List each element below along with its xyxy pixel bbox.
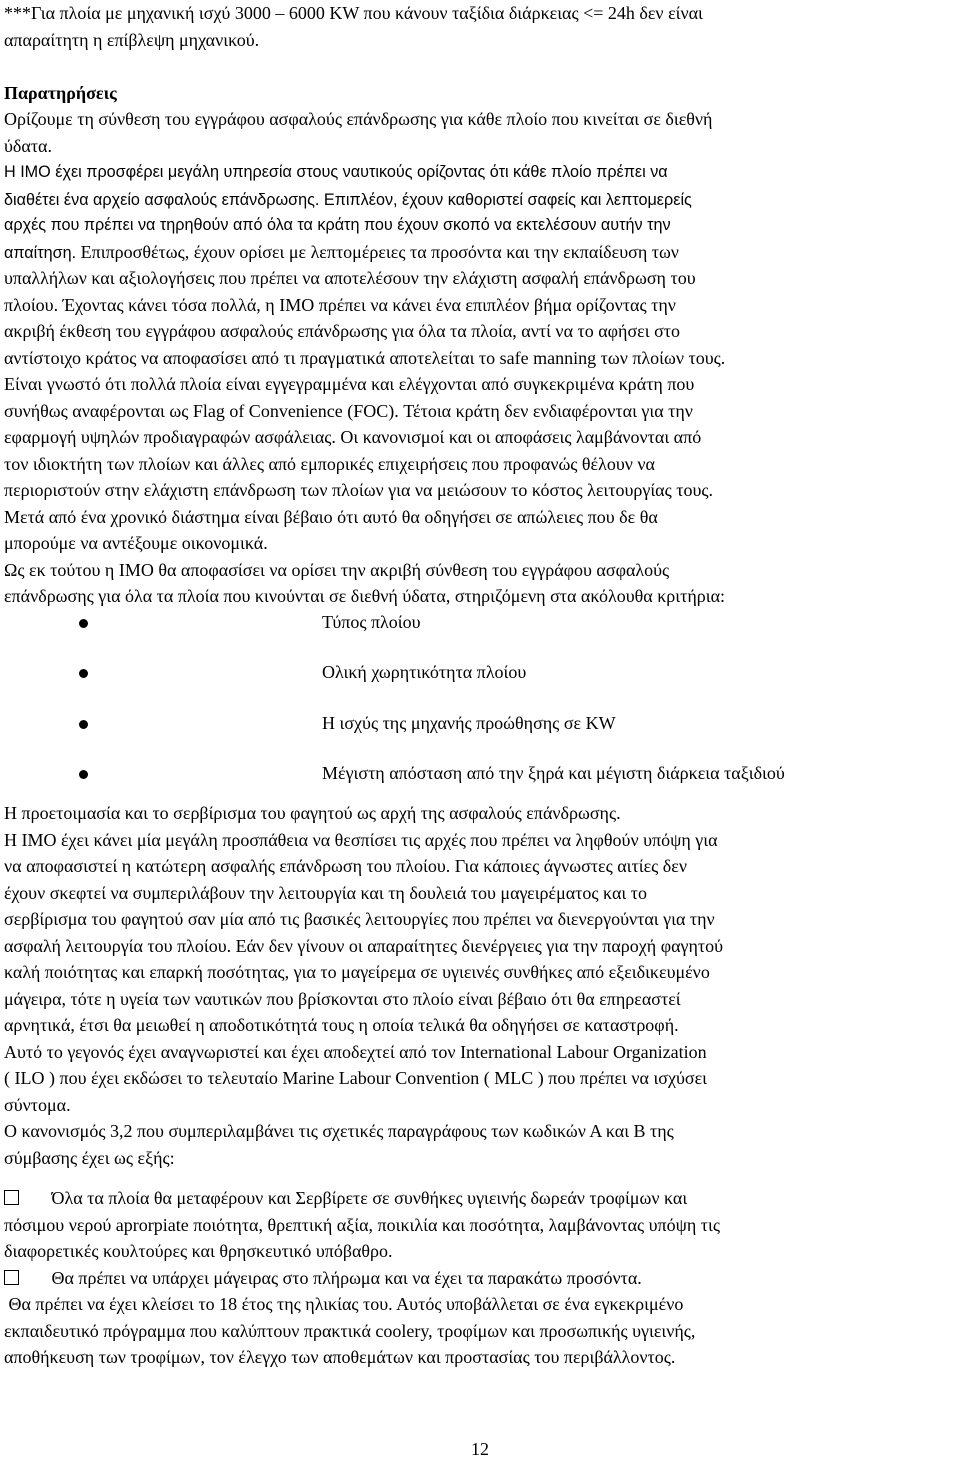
spacer	[4, 1171, 958, 1185]
paragraph-line: αρνητικά, έτσι θα μειωθεί η αποδοτικότητά τους η οποία τελικά θα οδηγήσει σε καταστροφή.	[4, 1015, 679, 1035]
intro-line: απαραίτητη η επίβλεψη μηχανικού.	[4, 29, 260, 50]
paragraph-line: να αποφασιστεί η κατώτερη ασφαλής επάνδρωση του πλοίου. Για κάποιες άγνωστες αιτίες δεν	[4, 856, 687, 876]
paragraph-segment: Επιπροσθέτως, έχουν ορίσει με λεπτομέρειες τα προσόντα και την εκπαίδευση των	[76, 241, 679, 262]
paragraph-line: Αυτό το γεγονός έχει αναγνωριστεί και έχει αποδεχτεί από τον International Labour Organization	[4, 1041, 707, 1062]
paragraph-line	[4, 239, 958, 266]
paragraph-line: μπορούμε να αντέξουμε οικονομικά.	[4, 533, 268, 553]
paragraph-line: αντίστοιχο κράτος να αποφασίσει από τι πραγματικά αποτελείται το safe manning των πλοίων τους.	[4, 347, 726, 368]
checkbox-item	[4, 1265, 958, 1292]
criteria-list	[4, 613, 958, 801]
list-item-text: Ολική χωρητικότητα πλοίου	[322, 662, 527, 682]
paragraph-line: τον ιδιοκτήτη των πλοίων και άλλες από εμπορικές επιχειρήσεις που προφανώς θέλουν να	[4, 453, 655, 474]
bullet-icon	[79, 669, 88, 678]
document-page	[4, 0, 958, 1371]
paragraph-line: καλή ποιότητας και επαρκή ποσότητας, για το μαγείρεμα σε υγιεινές συνθήκες από εξειδικευμένο	[4, 962, 710, 982]
paragraph-line: Η προετοιμασία και το σερβίρισμα του φαγητού ως αρχή της ασφαλούς επάνδρωσης.	[4, 803, 621, 823]
paragraph-line: αποθήκευση των τροφίμων, τον έλεγχο των αποθεμάτων και προστασίας του περιβάλλοντος.	[4, 1347, 676, 1367]
section-heading: Παρατηρήσεις	[4, 82, 117, 103]
paragraph-line: Η IMO έχει προσφέρει μεγάλη υπηρεσία στους ναυτικούς ορίζοντας ότι κάθε πλοίο πρέπει να	[4, 163, 668, 181]
paragraph-line: συνήθως αναφέρονται ως Flag of Convenience (FOC). Τέτοια κράτη δεν ενδιαφέρονται για την	[4, 400, 693, 421]
paragraph-line: σερβίρισμα του φαγητού σαν μία από τις βασικές λειτουργίες που πρέπει να διενεργούνται για την	[4, 909, 715, 929]
paragraph-segment: Επιπλέον, έχουν καθοριστεί σαφείς και λεπτομερείς	[319, 190, 692, 209]
paragraph-line: σύντομα.	[4, 1094, 71, 1115]
list-item-text: Η ισχύς της μηχανής προώθησης σε KW	[322, 712, 616, 733]
paragraph-line: αρχές που πρέπει να τηρηθούν από όλα τα κράτη που έχουν σκοπό να εκτελέσουν αυτήν την	[4, 216, 671, 234]
paragraph-line: Η IMO έχει κάνει μία μεγάλη προσπάθεια να θεσπίσει τις αρχές που πρέπει να ληφθούν υπόψη για	[4, 829, 718, 850]
list-item	[4, 613, 958, 664]
list-item	[4, 764, 958, 800]
list-item-text: Μέγιστη απόσταση από την ξηρά και μέγιστη διάρκεια ταξιδιού	[322, 763, 785, 783]
paragraph-line: Ως εκ τούτου η IMO θα αποφασίσει να ορίσει την ακριβή σύνθεση του εγγράφου ασφαλούς	[4, 559, 670, 580]
paragraph-line: Είναι γνωστό ότι πολλά πλοία είναι εγγεγραμμένα και ελέγχονται από συγκεκριμένα κράτη που	[4, 374, 695, 394]
paragraph-line: ύδατα.	[4, 135, 52, 156]
checkbox-item-text: Θα πρέπει να υπάρχει μάγειρας στο πλήρωμα και να έχει τα παρακάτω προσόντα.	[29, 1267, 642, 1288]
paragraph-line: πλοίου. Έχοντας κάνει τόσα πολλά, η IMO πρέπει να κάνει ένα επιπλέον βήμα ορίζοντας την	[4, 294, 676, 315]
checkbox-icon	[4, 1190, 19, 1205]
paragraph-line: επάνδρωσης για όλα τα πλοία που κινούνται σε διεθνή ύδατα, στηριζόμενη στα ακόλουθα κριτήρια:	[4, 586, 726, 606]
bullet-icon	[79, 770, 88, 779]
list-item	[4, 714, 958, 765]
paragraph-segment: απαίτηση.	[4, 243, 77, 262]
paragraph-line: έχουν σκεφτεί να συμπεριλάβουν την λειτουργία και τη δουλειά του μαγειρέματος και το	[4, 882, 647, 903]
intro-line: ***Για πλοία με μηχανική ισχύ 3000 – 6000 KW που κάνουν ταξίδια διάρκειας <= 24h δεν είναι	[4, 3, 703, 23]
paragraph-line: μάγειρα, τότε η υγεία των ναυτικών που βρίσκονται στο πλοίο είναι βέβαιο ότι θα επηρεαστεί	[4, 988, 681, 1009]
paragraph-line: ασφαλή λειτουργία του πλοίου. Εάν δεν γίνουν οι απαραίτητες διενέργειες για την παροχή φαγητού	[4, 935, 724, 956]
paragraph-line: Ορίζουμε τη σύνθεση του εγγράφου ασφαλούς επάνδρωσης για κάθε πλοίο που κινείται σε διεθνή	[4, 109, 713, 129]
paragraph-line: Μετά από ένα χρονικό διάστημα είναι βέβαιο ότι αυτό θα οδηγήσει σε απώλειες που δε θα	[4, 506, 658, 527]
paragraph-line: ( ILO ) που έχει εκδώσει το τελευταίο Marine Labour Convention ( MLC ) που πρέπει να ισχύσει	[4, 1068, 708, 1088]
list-item-text: Τύπος πλοίου	[322, 611, 421, 632]
paragraph-line	[4, 186, 958, 213]
list-item	[4, 663, 958, 714]
paragraph-line: Θα πρέπει να έχει κλείσει το 18 έτος της ηλικίας του. Αυτός υποβάλλεται σε ένα εγκεκριμένο	[4, 1294, 684, 1314]
page-number: 12	[471, 1439, 489, 1459]
paragraph-line: εφαρμογή υψηλών προδιαγραφών ασφάλειας. Οι κανονισμοί και οι αποφάσεις λαμβάνονται από	[4, 427, 702, 447]
spacer	[4, 53, 958, 80]
bullet-icon	[79, 720, 88, 729]
bullet-icon	[79, 619, 88, 628]
paragraph-line: ακριβή έκθεση του εγγράφου ασφαλούς επάνδρωσης για όλα τα πλοία, αντί να το αφήσει στο	[4, 321, 681, 341]
paragraph-line: περιοριστούν στην ελάχιστη επάνδρωση των πλοίων για να μειώσουν το κόστος λειτουργίας τους.	[4, 480, 713, 500]
paragraph-line: διαφορετικές κουλτούρες και θρησκευτικό υπόβαθρο.	[4, 1241, 393, 1261]
paragraph-line: εκπαιδευτικό πρόγραμμα που καλύπτουν πρακτικά coolery, τροφίμων και προσωπικής υγιεινής,	[4, 1320, 696, 1341]
checkbox-icon	[4, 1270, 19, 1285]
paragraph-line: Ο κανονισμός 3,2 που συμπεριλαμβάνει τις σχετικές παραγράφους των κωδικών Α και Β της	[4, 1121, 674, 1141]
checkbox-item-text: Όλα τα πλοία θα μεταφέρουν και Σερβίρετε σε συνθήκες υγιεινής δωρεάν τροφίμων και	[29, 1188, 688, 1208]
paragraph-line: πόσιμου νερού aprorpiate ποιότητα, θρεπτική αξία, ποικιλία και ποσότητα, λαμβάνοντας υπόψη τις	[4, 1214, 721, 1235]
paragraph-line: υπαλλήλων και αξιολογήσεις που πρέπει να αποτελέσουν την ελάχιστη ασφαλή επάνδρωση του	[4, 268, 696, 288]
checkbox-item	[4, 1185, 958, 1212]
paragraph-segment: διαθέτει ένα αρχείο ασφαλούς επάνδρωσης.	[4, 190, 320, 209]
paragraph-line: σύμβασης έχει ως εξής:	[4, 1147, 175, 1168]
